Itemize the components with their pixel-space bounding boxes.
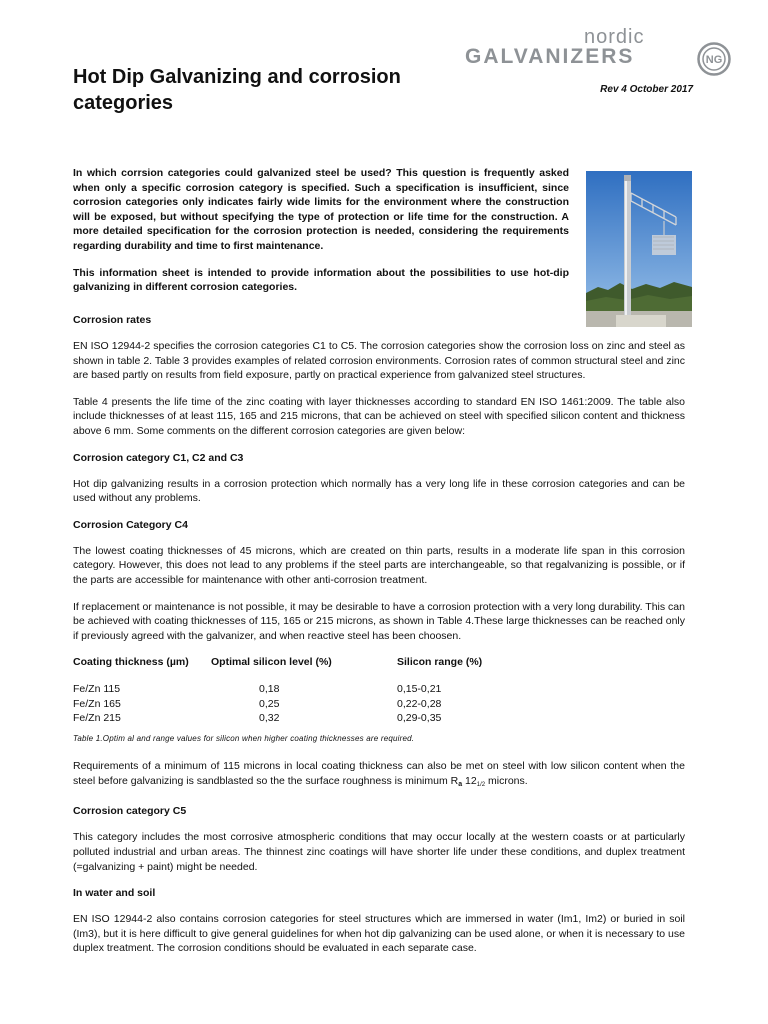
logo-mark-text: NG xyxy=(705,54,723,66)
rates-paragraph-2: Table 4 presents the life time of the zinc coating with layer thicknesses according to standard EN ISO 1461:2009. The table also include thicknesses of at least 115, 165 and 215 microns, that can be achieved on steel with specified silicon content and thickness above 6 mm. Some comments on the different corrosion categories are given below: xyxy=(73,395,685,437)
water-soil-paragraph: EN ISO 12944-2 also contains corrosion categories for steel structures which are immersed in water (Im1, Im2) or buried in soil (Im3), but it is here difficult to give general guidelines for when hot dip galvanizing can be used alone, or when it is necessary to use duplex treatment. The corrosion conditions should be evaluated in each separate case. xyxy=(73,913,685,955)
table-row xyxy=(73,711,685,726)
c4-paragraph-1: The lowest coating thicknesses of 45 microns, which are created on thin parts, results in a moderate life span in this corrosion category. However, this does not lead to any problems if the steel parts are interchangeable, so that regalvanizing is possible, or if the parts are accessible for maintenance with other anti-corrosion treatment. xyxy=(73,544,685,586)
roughness-paragraph xyxy=(73,759,685,792)
table-row xyxy=(73,697,685,712)
logo-text-nordic: nordic xyxy=(584,26,645,48)
table-cell: 0,25 xyxy=(259,697,280,710)
c4-paragraph-2: If replacement or maintenance is not possible, it may be desirable to have a corrosion protection with a very long durability. This can be achieved with coating thicknesses of 115, 165 or 215 microns, as shown in Table 4.These large thicknesses can be reached only if previously agreed with the galvanizer, and when reactive steel has been choosen. xyxy=(73,600,685,642)
roughness-value: 12 xyxy=(462,774,477,787)
table-header-cell: Optimal silicon level (%) xyxy=(211,656,332,669)
roughness-subscript-half: 1/2 xyxy=(476,781,486,788)
table-header-cell: Silicon range (%) xyxy=(397,656,483,669)
revision-date: Rev 4 October 2017 xyxy=(600,84,693,95)
logo-mark-icon xyxy=(697,42,731,76)
heading-water-soil: In water and soil xyxy=(73,887,156,900)
galvanized-mast-photo xyxy=(586,171,692,327)
roughness-end: microns. xyxy=(485,774,528,787)
logo-text-galvanizers: GALVANIZERS xyxy=(465,45,635,68)
heading-c4: Corrosion Category C4 xyxy=(73,518,188,531)
table-header-row xyxy=(73,655,685,670)
intro-paragraph-1: In which corrsion categories could galvanized steel be used? This question is frequently asked when only a specific corrosion category is specified. Such a specification is insufficient, since corrosion categories only indicates fairly wide limits for the environment where the construction will be exposed, but without specifying the type of protection or life time for the construction. A more detailed specification for the corrosion protection is needed, considering the requirements regarding durability and time to first maintenance. xyxy=(73,167,569,252)
nordic-galvanizers-logo xyxy=(462,26,734,76)
mast-photo-illustration xyxy=(586,171,692,327)
table-cell: 0,29-0,35 xyxy=(397,712,442,725)
heading-c5: Corrosion category C5 xyxy=(73,805,187,818)
table-caption: Table 1.Optim al and range values for silicon when higher coating thicknesses are required. xyxy=(73,733,415,743)
main-content xyxy=(73,313,685,968)
heading-corrosion-rates: Corrosion rates xyxy=(73,314,152,326)
roughness-text: Requirements of a minimum of 115 microns in local coating thickness can also be met on steel with low silicon content when the steel before galvanizing is sandblasted so the the surface roughness is minimum R xyxy=(73,760,685,787)
table-cell: 0,22-0,28 xyxy=(397,697,442,710)
roughness-subscript-a: a xyxy=(458,780,463,788)
table-header-cell: Coating thickness (µm) xyxy=(73,656,189,669)
table-cell: Fe/Zn 215 xyxy=(73,712,121,725)
silicon-table xyxy=(73,655,685,725)
table-cell: 0,32 xyxy=(259,712,280,725)
table-cell: Fe/Zn 165 xyxy=(73,697,121,710)
table-row xyxy=(73,682,685,697)
page-title: Hot Dip Galvanizing and corrosion categories xyxy=(73,66,401,114)
table-cell: 0,15-0,21 xyxy=(397,682,442,695)
heading-c1-c2-c3: Corrosion category C1, C2 and C3 xyxy=(73,451,244,464)
c123-paragraph: Hot dip galvanizing results in a corrosion protection which normally has a very long life in these corrosion categories and can be used without any problems. xyxy=(73,477,685,505)
c5-paragraph: This category includes the most corrosive atmospheric conditions that may occur locally at the western coasts or at particularly polluted industrial and urban areas. The thinnest zinc coatings will have shorter life under these conditions, and duplex treatment (=galvanizing + paint) might be needed. xyxy=(73,831,685,873)
intro-paragraph-2: This information sheet is intended to provide information about the possibilities to use hot-dip galvanizing in different corrosion categories. xyxy=(73,266,569,294)
table-cell: Fe/Zn 115 xyxy=(73,682,121,695)
rates-paragraph-1: EN ISO 12944-2 specifies the corrosion categories C1 to C5. The corrosion categories show the corrosion loss on zinc and steel as shown in table 2. Table 3 provides examples of related corrosion environments. Corrosion rates of common structural steel and zinc are based partly on results from field exposure, partly on practical experience from galvanized steel structures. xyxy=(73,340,685,382)
intro-section xyxy=(73,166,569,307)
table-cell: 0,18 xyxy=(259,682,280,695)
